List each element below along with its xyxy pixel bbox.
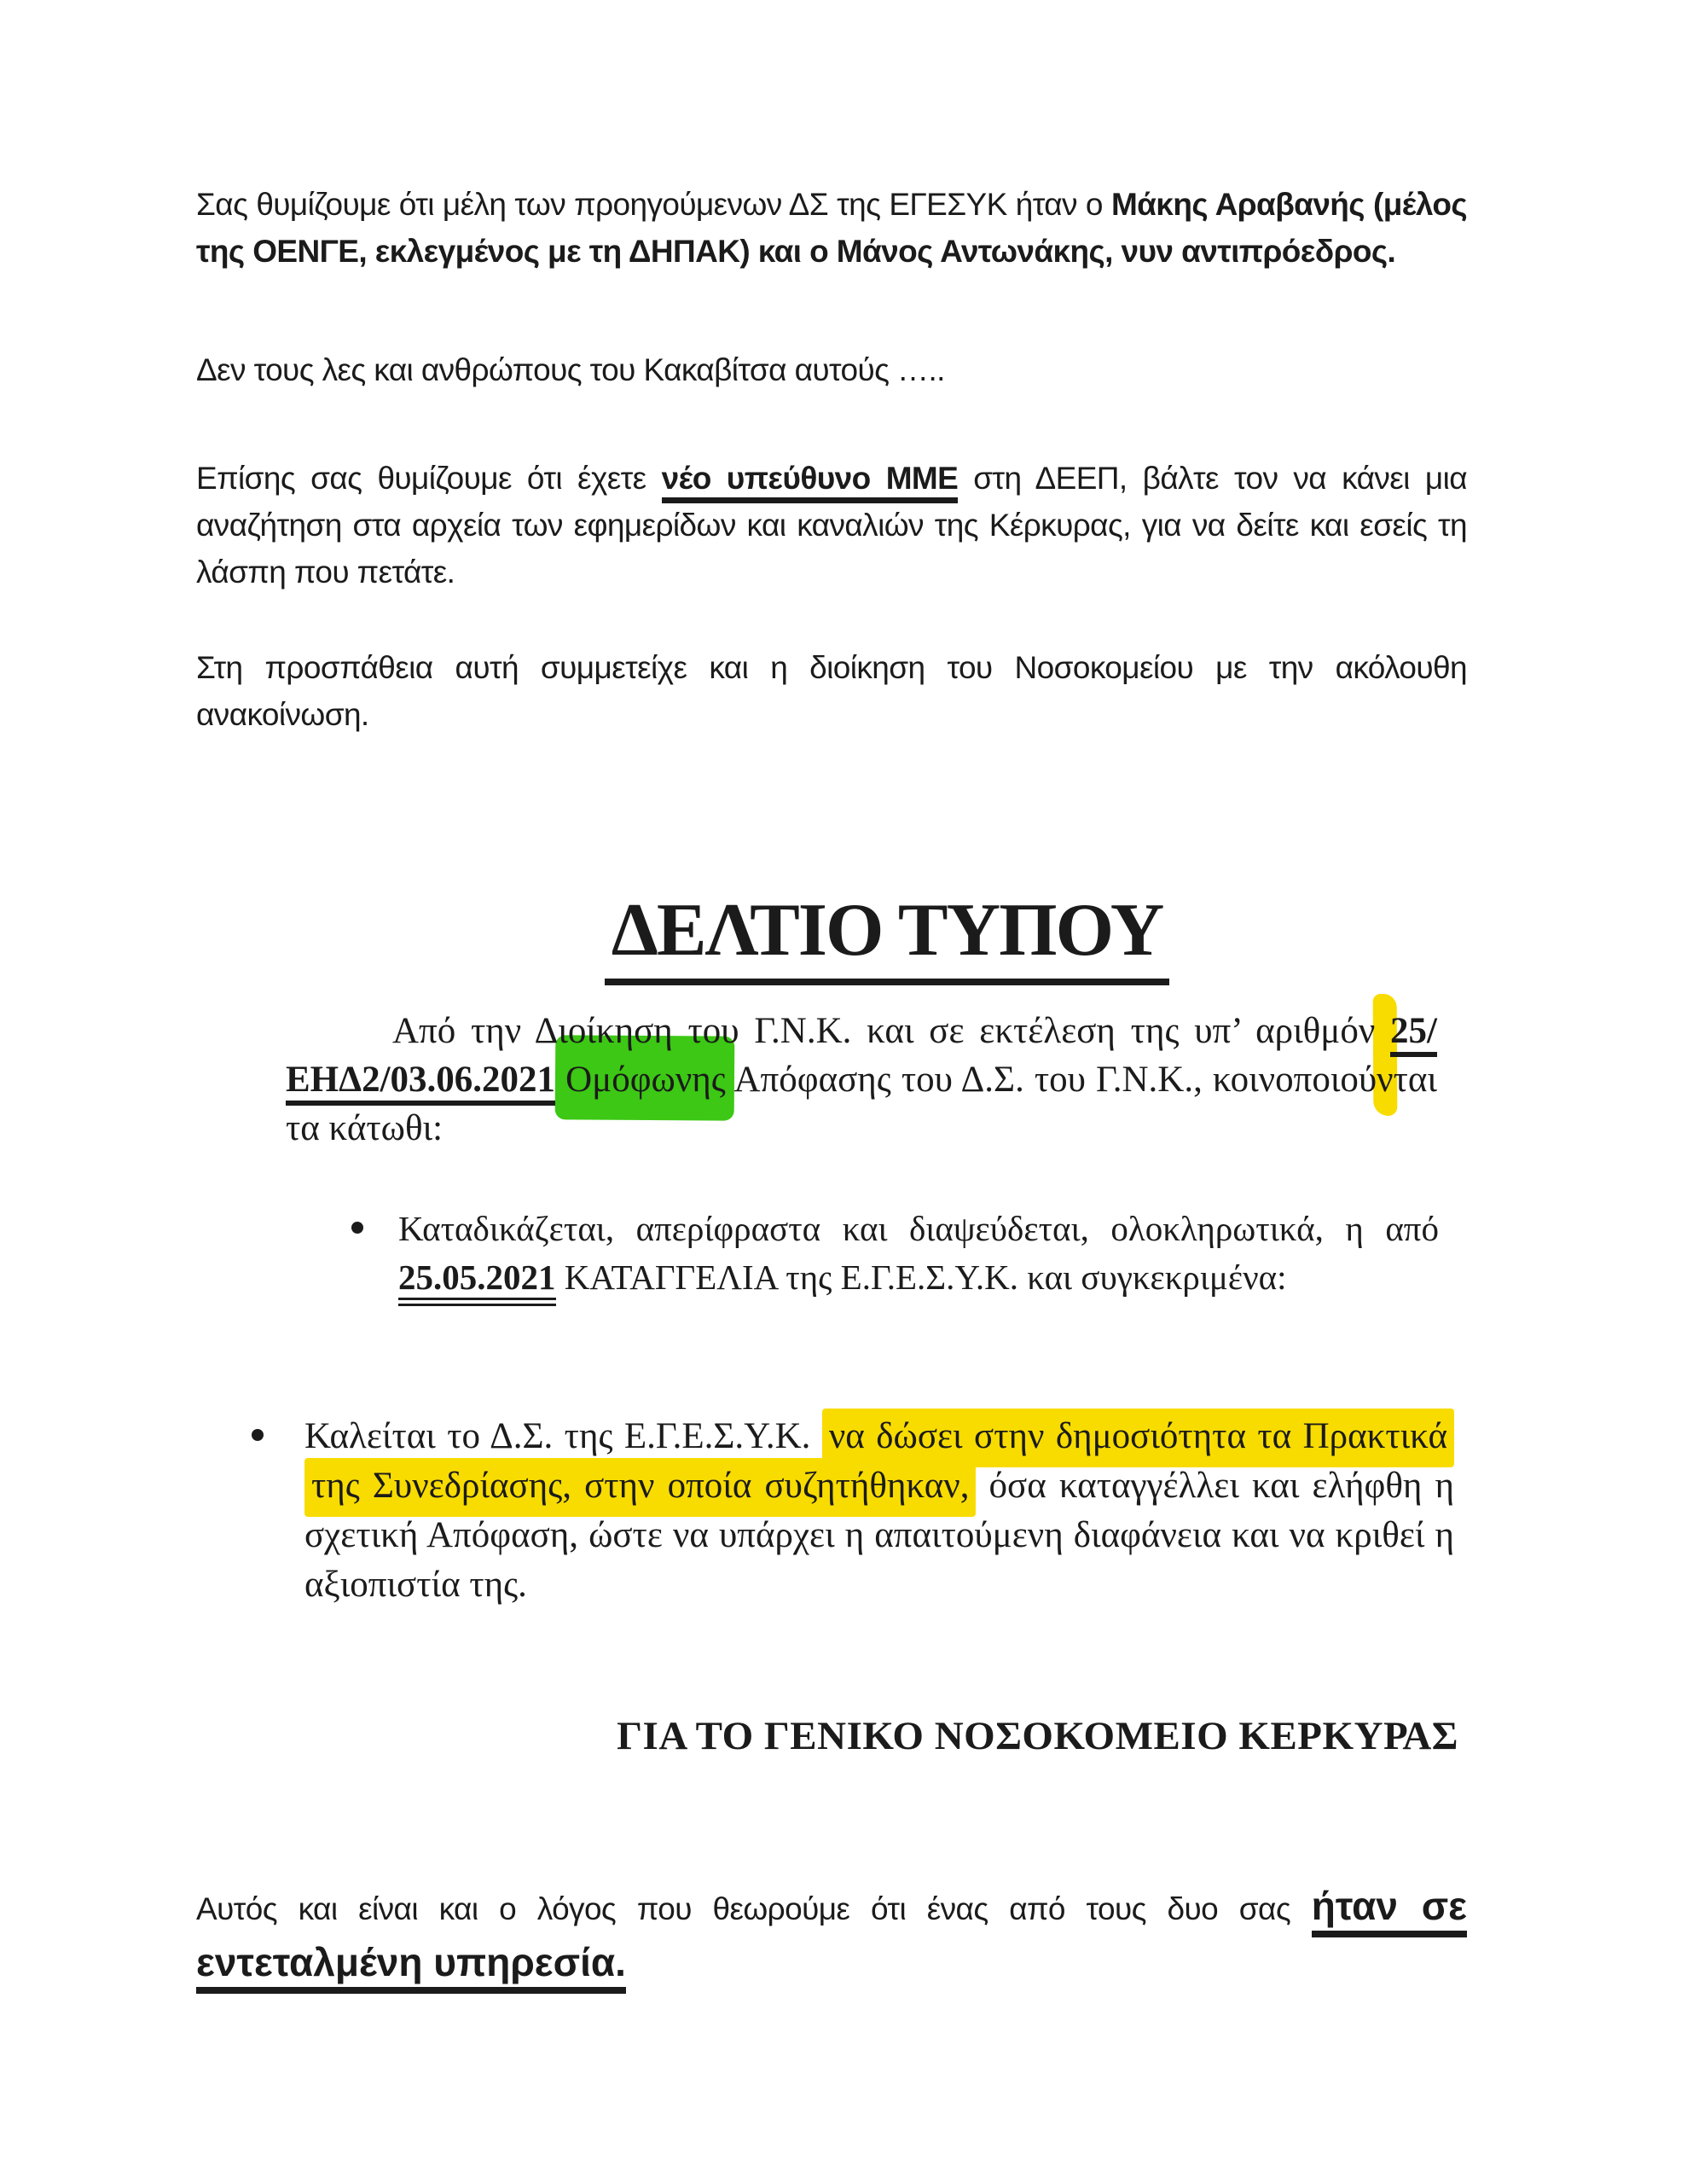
bullet-1-text-continued: ΚΑΤΑΓΓΕΛΙΑ της Ε.Γ.Ε.Σ.Υ.Κ. και συγκεκριμένα: (555, 1258, 1287, 1297)
bullet-2-text: Καλείται το Δ.Σ. της Ε.Γ.Ε.Σ.Υ.Κ. (304, 1416, 822, 1456)
closing-emphasis-underlined: ήταν σε εντεταλμένη υπηρεσία. (196, 1884, 1467, 1994)
bullet-1-text: Καταδικάζεται, απερίφραστα και διαψεύδεται, ολοκληρωτικά, η από (398, 1209, 1439, 1248)
lead-text-continued: Απόφασης του Δ.Σ. του Γ.Ν.Κ., κοινοποιούνται τα κάτωθι: (286, 1060, 1438, 1148)
intro-paragraph-4: Στη προσπάθεια αυτή συμμετείχε και η διοίκηση του Νοσοκομείου με την ακόλουθη ανακοίνωση. (196, 650, 1467, 732)
bullet-2-text-continued: όσα καταγγέλλει και ελήφθη η σχετική Απόφαση, ώστε να υπάρχει η απαιτούμενη διαφάνεια και να κριθεί η αξιοπιστία της. (304, 1466, 1455, 1605)
intro-paragraph-3-text: Επίσης σας θυμίζουμε ότι έχετε (196, 461, 662, 496)
closing-paragraph (196, 1879, 1467, 1992)
intro-paragraph-1-text: Σας θυμίζουμε ότι μέλη των προηγούμενων ΔΣ της ΕΓΕΣΥΚ ήταν ο (196, 187, 1111, 222)
intro-paragraph-2: Δεν τους λες και ανθρώπους του Κακαβίτσα αυτούς ….. (196, 352, 945, 387)
press-release-signature: ΓΙΑ ΤΟ ΓΕΝΙΚΟ ΝΟΣΟΚΟΜΕΙΟ ΚΕΡΚΥΡΑΣ (617, 1714, 1458, 1758)
decision-reference-highlighted-yellow: 25/ΕΗΔ2/03.06.2021 (286, 1011, 1437, 1106)
intro-paragraph-3-text-continued: στη ΔΕΕΠ, βάλτε τον να κάνει μια αναζήτηση στα αρχεία των εφημερίδων και καναλιών της Κέρκυρας, για να δείτε και εσείς τη λάσπη που πετάτε. (196, 461, 1467, 590)
bullet-item-2 (304, 1412, 1454, 1610)
intro-paragraph-3 (196, 455, 1467, 595)
new-media-officer-emphasis: νέο υπεύθυνο ΜΜΕ (662, 461, 959, 503)
closing-text: Αυτός και είναι και ο λόγος που θεωρούμε ότι ένας από τους δυο σας (196, 1891, 1312, 1926)
intro-paragraph-1-bold-names: Μάκης Αραβανής (μέλος της ΟΕΝΓΕ, εκλεγμένος με τη ΔΗΠΑΚ) και ο Μάνος Αντωνάκης, νυν αντιπρόεδρος. (196, 187, 1467, 269)
press-release-title (546, 887, 1228, 985)
bullet-2-highlighted-yellow: να δώσει στην δημοσιότητα τα Πρακτικά της Συνεδρίασης, στην οποία συζητήθηκαν, (304, 1409, 1454, 1517)
unanimous-word-highlighted-green: Ομόφωνης (565, 1060, 726, 1100)
lead-text: Από την Διοίκηση του Γ.Ν.Κ. και σε εκτέλεση της υπ’ αριθμόν (392, 1011, 1391, 1051)
press-release-lead-paragraph (286, 1007, 1437, 1153)
bullet-item-1 (398, 1205, 1439, 1302)
bullet-dot-icon (351, 1222, 363, 1234)
lead-spacer (555, 1060, 565, 1100)
press-release-title-text: ΔΕΛΤΙΟ ΤΥΠΟΥ (605, 887, 1170, 985)
bullet-dot-icon (252, 1429, 264, 1441)
intro-paragraph-1 (196, 181, 1467, 275)
complaint-date-underlined: 25.05.2021 (398, 1258, 556, 1306)
